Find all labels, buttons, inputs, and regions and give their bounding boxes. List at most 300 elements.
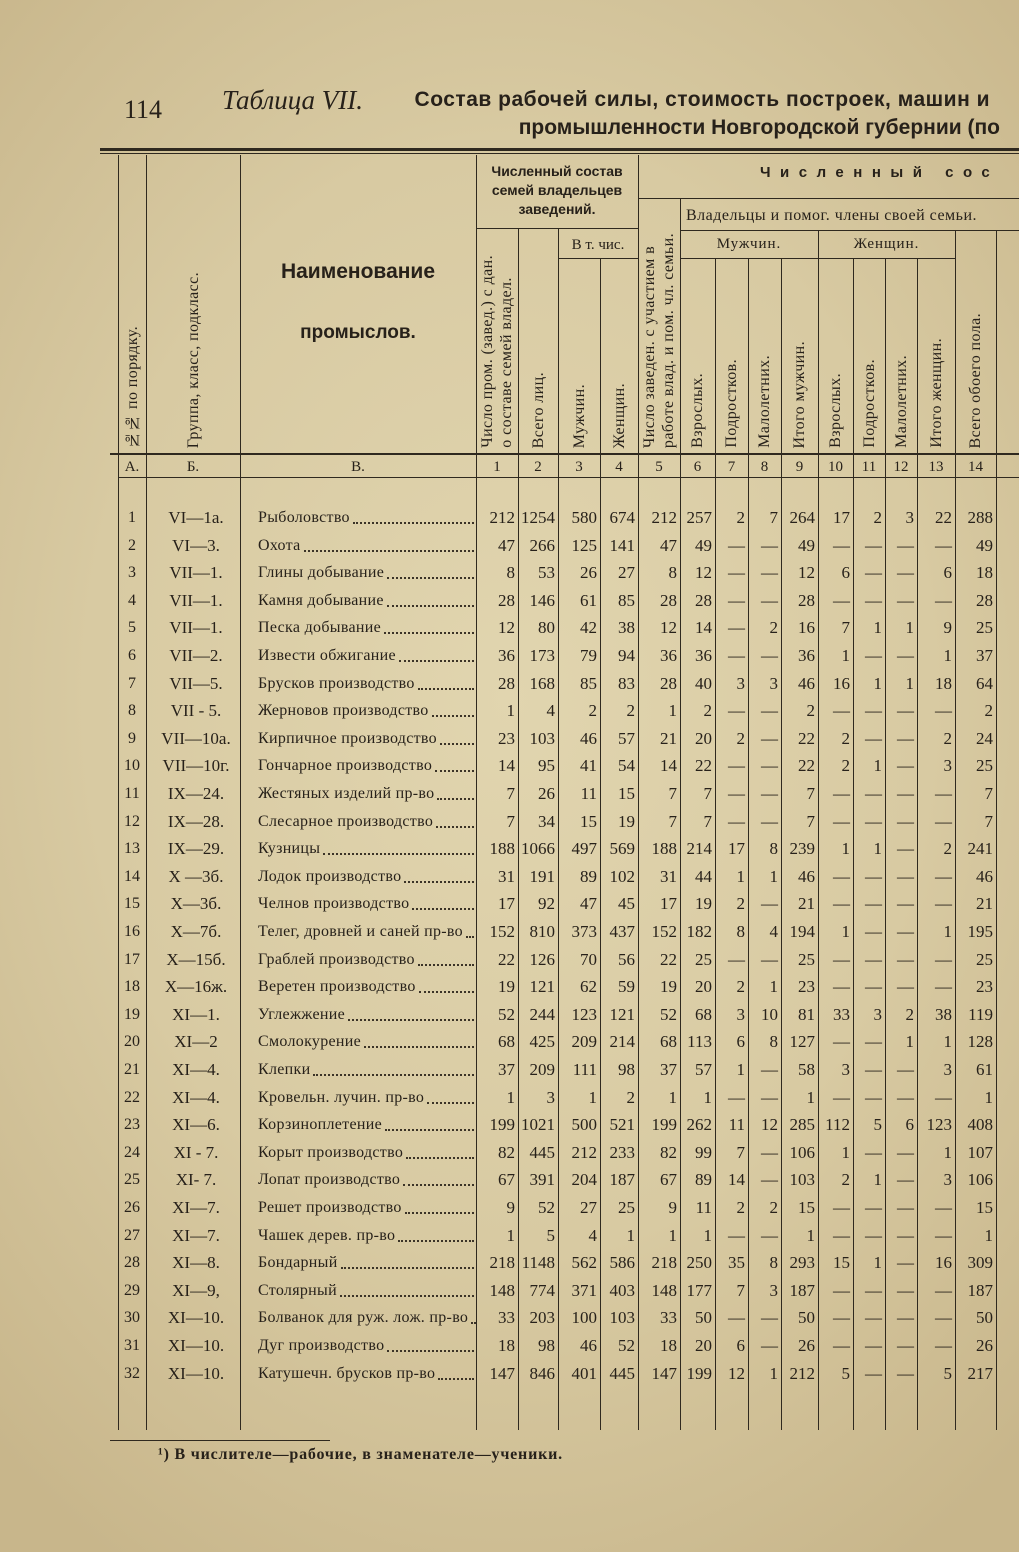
dotted-leader (471, 1322, 474, 1324)
value-col-10: 2 (841, 756, 850, 776)
row-trade-name (240, 1362, 476, 1386)
value-col-1: 82 (498, 1142, 515, 1162)
value-col-7: — (728, 1308, 745, 1328)
row-number: 27 (124, 1226, 140, 1244)
value-col-5: 7 (668, 811, 677, 831)
value-col-3: 15 (580, 811, 597, 831)
value-col-11: 1 (873, 839, 882, 859)
value-col-14: 28 (976, 590, 993, 610)
value-col-13: — (935, 535, 952, 555)
value-col-4: 121 (609, 1004, 635, 1024)
value-col-12: — (897, 728, 914, 748)
value-col-13: 16 (935, 1253, 952, 1273)
dotted-leader (387, 577, 474, 579)
table-row (0, 837, 1019, 861)
value-col-5: 152 (651, 922, 677, 941)
value-col-7: — (728, 618, 745, 638)
value-col-8: — (761, 1060, 778, 1079)
value-col-3: 100 (571, 1308, 597, 1328)
row-trade-name (240, 975, 476, 999)
value-col-3: 125 (571, 535, 597, 555)
value-col-7: 2 (736, 508, 745, 527)
table-row (0, 1196, 1019, 1220)
row-trade-name (240, 1003, 476, 1027)
value-col-12: — (897, 535, 914, 555)
row-trade-name (240, 810, 476, 834)
value-col-12: 1 (905, 1032, 914, 1052)
value-col-1: 9 (506, 1198, 515, 1217)
value-col-9: 103 (789, 1170, 815, 1190)
value-col-5: 36 (660, 646, 677, 665)
value-col-13: — (935, 1225, 952, 1245)
trade-name-text: Бондарный (258, 1254, 338, 1272)
value-col-3: 500 (571, 1115, 597, 1135)
row-trade-name (240, 1251, 476, 1275)
value-col-6: 49 (695, 535, 712, 555)
header-col-5 (638, 202, 680, 448)
value-col-12: 2 (905, 1004, 914, 1024)
dotted-leader (340, 1295, 474, 1297)
value-col-8: 1 (769, 977, 778, 997)
value-col-13: — (935, 701, 952, 721)
value-col-4: 59 (618, 977, 635, 997)
value-col-10: 1 (841, 646, 850, 665)
value-col-9: 7 (806, 811, 815, 831)
value-col-11: — (865, 977, 882, 997)
value-col-6: 262 (686, 1115, 712, 1135)
value-col-9: 46 (798, 866, 815, 886)
row-number: 26 (124, 1199, 140, 1216)
value-col-3: 47 (580, 894, 597, 914)
value-col-4: 52 (618, 1336, 635, 1355)
value-col-2: 4 (546, 701, 555, 721)
value-col-2: 92 (538, 894, 555, 914)
row-trade-name (240, 754, 476, 778)
value-col-12: — (897, 977, 914, 997)
value-col-3: 70 (580, 949, 597, 969)
trade-name-text: Корыт производство (258, 1143, 404, 1161)
value-col-7: 7 (736, 1142, 745, 1162)
value-col-1: 33 (498, 1308, 515, 1328)
value-col-9: 127 (789, 1032, 815, 1052)
row-number: 14 (124, 867, 140, 885)
trade-name-text: Столярный (258, 1281, 337, 1299)
row-trade-name (240, 506, 476, 530)
value-col-2: 846 (529, 1363, 555, 1383)
value-col-5: 8 (668, 563, 677, 583)
value-col-7: — (728, 949, 745, 969)
trade-name-text: Жерновов производство (258, 702, 429, 720)
row-group-code: VII—1. (169, 618, 223, 638)
dotted-leader (406, 1157, 474, 1159)
table-row (0, 920, 1019, 944)
value-col-2: 266 (529, 535, 555, 555)
value-col-12: — (897, 811, 914, 831)
value-col-2: 98 (538, 1336, 555, 1355)
value-col-2: 244 (529, 1004, 555, 1024)
table-row (0, 534, 1019, 558)
value-col-3: 62 (580, 977, 597, 997)
value-col-4: 103 (609, 1308, 635, 1328)
value-col-10: — (833, 1198, 850, 1217)
trade-name-text: Кузницы (258, 840, 321, 858)
value-col-5: 1 (668, 701, 677, 721)
header-rotated-text (610, 383, 629, 448)
value-col-8: 10 (761, 1004, 778, 1024)
table-row (0, 616, 1019, 640)
row-group-code: XI—6. (172, 1115, 220, 1135)
trade-name-text: Кирпичное производство (258, 729, 437, 747)
header-group-class (146, 238, 240, 448)
value-col-5: 21 (660, 728, 677, 748)
value-col-6: 1 (703, 1225, 712, 1245)
value-col-12: — (897, 1170, 914, 1190)
value-col-14: 7 (984, 784, 993, 803)
value-col-2: 126 (529, 949, 555, 969)
header-col-6 (680, 262, 715, 448)
value-col-6: 50 (695, 1308, 712, 1328)
header-label-line: Малолетних. (892, 355, 910, 448)
value-col-6: 12 (695, 563, 712, 583)
trade-name-text: Гончарное производство (258, 757, 433, 775)
value-col-1: 7 (506, 811, 515, 831)
value-col-12: — (897, 701, 914, 721)
value-col-10: 7 (841, 618, 850, 638)
header-rotated-text (892, 355, 911, 448)
value-col-7: 1 (736, 1060, 745, 1079)
header-label-line: Число пром. (завед.) с дан. (479, 255, 496, 448)
value-col-6: 68 (695, 1004, 712, 1024)
value-col-6: 199 (686, 1363, 712, 1383)
value-col-12: — (897, 894, 914, 914)
row-number: 7 (128, 674, 136, 692)
value-col-13: — (935, 1336, 952, 1355)
value-col-7: 1 (736, 866, 745, 886)
value-col-8: — (761, 894, 778, 914)
dotted-leader (385, 1129, 474, 1131)
header-owners-family: Владельцы и помог. члены своей семьи. (686, 207, 978, 224)
dotted-leader (384, 632, 474, 634)
value-col-13: — (935, 1280, 952, 1300)
value-col-11: — (865, 1060, 882, 1079)
value-col-8: — (761, 535, 778, 555)
value-col-6: 25 (695, 949, 712, 969)
trade-name-text: Клепки (258, 1061, 311, 1078)
value-col-13: 5 (943, 1363, 952, 1383)
table-rule-horizontal (100, 153, 1019, 154)
value-col-7: — (728, 646, 745, 665)
trade-name-text: Углежжение (258, 1005, 345, 1023)
row-number: 22 (124, 1088, 140, 1106)
value-col-2: 1066 (521, 839, 555, 859)
value-col-3: 42 (580, 618, 597, 638)
table-title-line-1: Состав рабочей силы, стоимость построек, машин и (414, 88, 990, 111)
row-number: 8 (128, 702, 136, 720)
header-order-number (118, 290, 146, 448)
row-group-code: XI—9, (172, 1280, 220, 1300)
value-col-11: — (865, 1087, 882, 1107)
value-col-12: 1 (905, 673, 914, 693)
value-col-1: 28 (498, 673, 515, 693)
table-rule-horizontal (680, 230, 1019, 231)
row-group-code: XI - 7. (173, 1142, 219, 1162)
value-col-6: 99 (695, 1142, 712, 1162)
value-col-12: — (897, 1087, 914, 1107)
value-col-6: 20 (695, 977, 712, 997)
row-group-code: XI- 7. (175, 1170, 217, 1190)
row-trade-name (240, 1168, 476, 1192)
value-col-8: — (761, 784, 778, 803)
row-trade-name (240, 699, 476, 723)
header-label-line: Взрослых. (689, 373, 706, 448)
value-col-3: 580 (571, 508, 597, 527)
value-col-14: 288 (967, 508, 993, 527)
header-trade-name-line-1: Наименование (280, 260, 436, 283)
row-number: 10 (124, 757, 140, 775)
row-trade-name (240, 948, 476, 972)
value-col-6: 89 (695, 1170, 712, 1190)
value-col-6: 7 (703, 811, 712, 831)
value-col-12: — (897, 646, 914, 665)
header-rotated-text (123, 326, 142, 448)
header-men: Мужчин. (716, 236, 782, 252)
table-row (0, 1306, 1019, 1330)
value-col-12: — (897, 590, 914, 610)
page-number: 114 (124, 95, 163, 124)
value-col-3: 401 (571, 1363, 597, 1383)
value-col-6: 182 (686, 922, 712, 941)
row-number: 32 (124, 1364, 140, 1382)
value-col-13: 1 (943, 922, 952, 941)
value-col-7: 12 (728, 1363, 745, 1383)
value-col-4: 25 (618, 1198, 635, 1217)
header-rotated-text (640, 233, 678, 448)
value-col-10: 1 (841, 922, 850, 941)
value-col-4: 2 (626, 701, 635, 721)
value-col-1: 152 (489, 922, 515, 941)
trade-name-text: Извести обжигание (258, 647, 396, 664)
value-col-8: — (761, 728, 778, 748)
value-col-6: 177 (686, 1280, 712, 1300)
value-col-7: — (728, 1087, 745, 1107)
value-col-11: 2 (873, 508, 882, 527)
value-col-8: — (761, 646, 778, 665)
value-col-8: — (761, 756, 778, 776)
row-trade-name (240, 589, 476, 613)
value-col-9: 264 (789, 508, 815, 527)
row-group-code: XI—1. (172, 1004, 220, 1024)
value-col-6: 28 (695, 590, 712, 610)
value-col-10: 1 (841, 1142, 850, 1162)
row-trade-name (240, 782, 476, 806)
value-col-11: — (865, 784, 882, 803)
row-group-code: XI—10. (167, 1363, 225, 1383)
value-col-4: 102 (609, 866, 635, 886)
value-col-14: 217 (967, 1363, 993, 1383)
dotted-leader (399, 660, 474, 662)
trade-name-text: Корзиноплетение (258, 1116, 382, 1134)
value-col-9: 46 (798, 673, 815, 693)
row-trade-name (240, 1279, 476, 1303)
value-col-13: 3 (943, 1170, 952, 1190)
table-row (0, 506, 1019, 530)
row-trade-name (240, 837, 476, 861)
header-trade-name-line-2: промыслов. (300, 322, 416, 343)
value-col-11: — (865, 535, 882, 555)
value-col-9: 187 (789, 1280, 815, 1300)
value-col-5: 148 (651, 1280, 677, 1300)
value-col-4: 403 (609, 1280, 635, 1300)
value-col-8: 3 (769, 1280, 778, 1300)
table-rule-horizontal (638, 198, 1019, 199)
value-col-6: 1 (703, 1087, 712, 1107)
header-including: В т. чис. (571, 237, 625, 253)
value-col-5: 52 (660, 1004, 677, 1024)
trade-name-text: Челнов производство (258, 895, 410, 913)
value-col-6: 11 (695, 1198, 712, 1217)
header-rotated-text (570, 384, 589, 448)
value-col-8: — (761, 949, 778, 969)
table-row (0, 1251, 1019, 1275)
trade-name-text: Брусков производство (258, 674, 415, 692)
row-trade-name (240, 534, 476, 558)
row-trade-name (240, 1058, 476, 1082)
value-col-14: 61 (976, 1060, 993, 1079)
column-code: 11 (861, 459, 877, 475)
header-rotated-text (722, 359, 741, 448)
value-col-11: 1 (873, 756, 882, 776)
value-col-5: 47 (660, 535, 677, 555)
row-group-code: XI—8. (172, 1253, 220, 1273)
value-col-8: — (761, 811, 778, 831)
value-col-2: 103 (529, 728, 555, 748)
column-code: 5 (655, 459, 663, 475)
value-col-8: 8 (769, 1253, 778, 1273)
value-col-7: 2 (736, 894, 745, 914)
value-col-7: — (728, 1225, 745, 1245)
row-group-code: VII—10а. (161, 728, 231, 748)
row-number: 28 (124, 1254, 140, 1272)
value-col-5: 18 (660, 1336, 677, 1355)
value-col-6: 57 (695, 1060, 712, 1079)
value-col-8: 3 (769, 673, 778, 693)
value-col-11: — (865, 922, 882, 941)
value-col-5: 19 (660, 977, 677, 997)
value-col-6: 19 (695, 894, 712, 914)
value-col-5: 31 (660, 866, 677, 886)
row-number: 19 (124, 1005, 140, 1023)
value-col-8: 8 (769, 1032, 778, 1052)
row-number: 15 (124, 895, 140, 913)
value-col-3: 562 (571, 1253, 597, 1273)
value-col-5: 1 (668, 1225, 677, 1245)
value-col-2: 191 (529, 866, 555, 886)
value-col-14: 64 (976, 673, 993, 693)
value-col-3: 373 (571, 922, 597, 941)
dotted-leader (419, 991, 474, 993)
value-col-14: 408 (967, 1115, 993, 1135)
value-col-14: 15 (976, 1198, 993, 1217)
value-col-11: — (865, 1225, 882, 1245)
value-col-1: 47 (498, 535, 515, 555)
value-col-9: 16 (798, 618, 815, 638)
value-col-7: — (728, 756, 745, 776)
value-col-7: 3 (736, 1004, 745, 1024)
row-number: 17 (124, 950, 140, 968)
value-col-13: 1 (943, 1142, 952, 1162)
value-col-9: 293 (789, 1253, 815, 1273)
header-col-10 (818, 262, 853, 448)
value-col-9: 49 (798, 535, 815, 555)
header-rotated-text (184, 272, 203, 448)
value-col-9: 194 (789, 922, 815, 941)
value-col-1: 31 (498, 866, 515, 886)
value-col-4: 445 (609, 1363, 635, 1383)
value-col-4: 1 (626, 1225, 635, 1245)
table-rule-horizontal (476, 228, 638, 229)
table-row (0, 975, 1019, 999)
value-col-8: 8 (769, 839, 778, 859)
value-col-2: 121 (529, 977, 555, 997)
header-col-12 (885, 262, 917, 448)
table-row (0, 699, 1019, 723)
value-col-12: — (897, 1060, 914, 1079)
value-col-1: 148 (489, 1280, 515, 1300)
header-col-1 (476, 234, 518, 448)
value-col-1: 218 (489, 1253, 515, 1273)
header-rotated-text (688, 373, 707, 448)
dotted-leader (364, 1046, 474, 1048)
header-col-14 (955, 234, 996, 448)
value-col-1: 1 (506, 701, 515, 721)
value-col-7: 2 (736, 977, 745, 997)
header-rotated-text (790, 341, 809, 448)
row-number: 21 (124, 1061, 140, 1078)
value-col-13: 9 (943, 618, 952, 638)
value-col-12: — (897, 839, 914, 859)
value-col-14: 2 (984, 701, 993, 721)
value-col-9: 36 (798, 646, 815, 665)
value-col-11: — (865, 1142, 882, 1162)
trade-name-text: Песка добывание (258, 619, 381, 637)
dotted-leader (404, 881, 474, 883)
value-col-14: 106 (967, 1170, 993, 1190)
header-family-line: Численный состав (491, 163, 623, 179)
table-row (0, 754, 1019, 778)
value-col-5: 17 (660, 894, 677, 914)
row-group-code: X—3б. (170, 894, 222, 914)
column-code: 1 (493, 459, 501, 475)
header-rotated-text (966, 313, 985, 448)
value-col-3: 61 (580, 590, 597, 610)
row-group-code: VII—5. (169, 673, 223, 693)
value-col-14: 1 (984, 1087, 993, 1107)
value-col-3: 11 (580, 784, 597, 803)
header-col-9 (781, 262, 818, 448)
value-col-3: 89 (580, 866, 597, 886)
value-col-3: 46 (580, 1336, 597, 1355)
value-col-4: 83 (618, 673, 635, 693)
value-col-14: 107 (967, 1142, 993, 1162)
value-col-5: 147 (651, 1363, 677, 1383)
value-col-11: — (865, 590, 882, 610)
value-col-10: — (833, 949, 850, 969)
value-col-13: 123 (926, 1115, 952, 1135)
value-col-11: — (865, 701, 882, 721)
value-col-12: — (897, 1142, 914, 1162)
value-col-4: 214 (609, 1032, 635, 1052)
value-col-3: 2 (588, 701, 597, 721)
